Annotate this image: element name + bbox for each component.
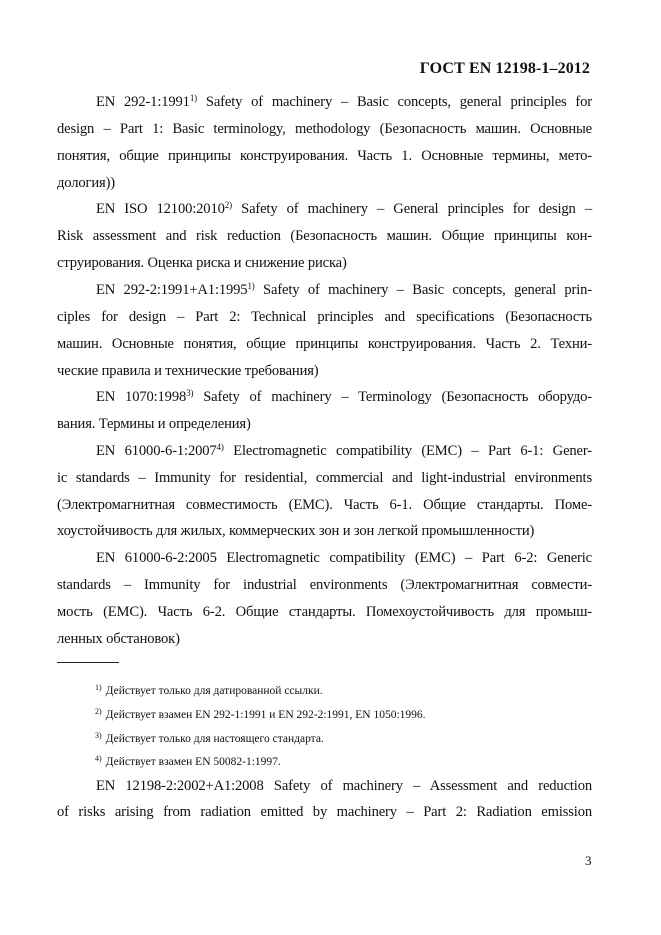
footnote-3: $^{3)}$ Действует только для настоящего стандарта. bbox=[95, 731, 324, 745]
ref-en-61000-6-2-line-4: ленных обстановок) bbox=[57, 631, 180, 647]
footnote-4: $^{4)}$ Действует взамен EN 50082-1:1997. bbox=[95, 754, 281, 768]
ref-en-61000-6-2-line-2: standards – Immunity for industrial environments (Электромагнитная совмести- bbox=[57, 577, 592, 593]
footnote-marker: 1) bbox=[247, 281, 255, 291]
footnote-separator bbox=[57, 662, 119, 663]
footnote-mark: 2) bbox=[95, 707, 102, 716]
ref-en-61000-6-1-line-2: ic standards – Immunity for residential, commercial and light-industrial environments bbox=[57, 470, 592, 486]
footnote-mark: 1) bbox=[95, 683, 102, 692]
ref-en-61000-6-1-line-4: хоустойчивость для жилых, коммерческих зон и зон легкой промышленности) bbox=[57, 523, 535, 539]
ref-en-12198-2-line-2: of risks arising from radiation emitted by machinery – Part 2: Radiation emission bbox=[57, 804, 592, 820]
ref-en-61000-6-1-line-3: (Электромагнитная совместимость (ЕМС). Часть 6-1. Общие стандарты. Поме- bbox=[57, 497, 592, 513]
footnote-mark: 3) bbox=[95, 731, 102, 740]
ref-en-292-2-line-3: машин. Основные понятия, общие принципы конструирования. Часть 2. Техни- bbox=[57, 336, 592, 352]
ref-en-292-1-line-1: EN 292-1:1991$^{1)}$ Safety of machinery – Basic concepts, general principles for bbox=[96, 93, 592, 110]
ref-en-1070-line-1: EN 1070:1998$^{3)}$ Safety of machinery – Terminology (Безопасность оборудо- bbox=[96, 388, 592, 405]
document-header: ГОСТ EN 12198-1–2012 bbox=[419, 60, 590, 77]
ref-en-61000-6-1-line-1: EN 61000-6-1:2007$^{4)}$ Electromagnetic compatibility (EMC) – Part 6-1: Gener- bbox=[96, 442, 593, 459]
ref-en-292-1-line-4: дология)) bbox=[57, 175, 115, 191]
ref-en-iso-12100-line-3: струирования. Оценка риска и снижение риска) bbox=[57, 255, 347, 271]
ref-en-1070-line-2: вания. Термины и определения) bbox=[57, 416, 251, 432]
ref-en-292-1-line-3: понятия, общие принципы конструирования. Часть 1. Основные термины, мето- bbox=[57, 148, 592, 164]
ref-en-292-2-line-4: ческие правила и технические требования) bbox=[57, 363, 319, 379]
ref-en-iso-12100-line-2: Risk assessment and risk reduction (Безопасность машин. Общие принципы кон- bbox=[57, 228, 592, 244]
footnote-1: $^{1)}$ Действует только для датированной ссылки. bbox=[95, 683, 323, 697]
ref-en-292-1-line-2: design – Part 1: Basic terminology, methodology (Безопасность машин. Основные bbox=[57, 121, 592, 137]
ref-en-61000-6-2-line-1: EN 61000-6-2:2005 Electromagnetic compatibility (EMC) – Part 6-2: Generic bbox=[96, 550, 592, 566]
ref-en-292-2-line-1: EN $292-2:1991+A1:1995^{1)}$ Safety of machinery – Basic concepts, general prin- bbox=[96, 281, 592, 298]
ref-en-iso-12100-line-1: EN ISO 12100:2010$^{2)}$ Safety of machinery – General principles for design – bbox=[96, 200, 592, 217]
ref-en-61000-6-2-line-3: мость (ЕМС). Часть 6-2. Общие стандарты. Помехоустойчивость для промыш- bbox=[57, 604, 592, 620]
ref-en-12198-2-line-1: EN 12198-2:2002+A1:2008 Safety of machinery – Assessment and reduction bbox=[96, 778, 592, 794]
footnote-marker: 1) bbox=[189, 93, 198, 103]
footnote-marker: 4) bbox=[216, 442, 224, 452]
ref-en-292-2-line-2: ciples for design – Part 2: Technical principles and specifications (Безопасность bbox=[57, 309, 592, 325]
footnote-2: $^{2)}$ Действует взамен EN 292-1:1991 и EN 292-2:1991, EN 1050:1996. bbox=[95, 707, 426, 721]
page-number: 3 bbox=[585, 853, 592, 868]
footnote-marker: 2) bbox=[224, 200, 232, 210]
footnote-mark: 4) bbox=[95, 754, 102, 763]
footnote-marker: 3) bbox=[186, 388, 194, 398]
